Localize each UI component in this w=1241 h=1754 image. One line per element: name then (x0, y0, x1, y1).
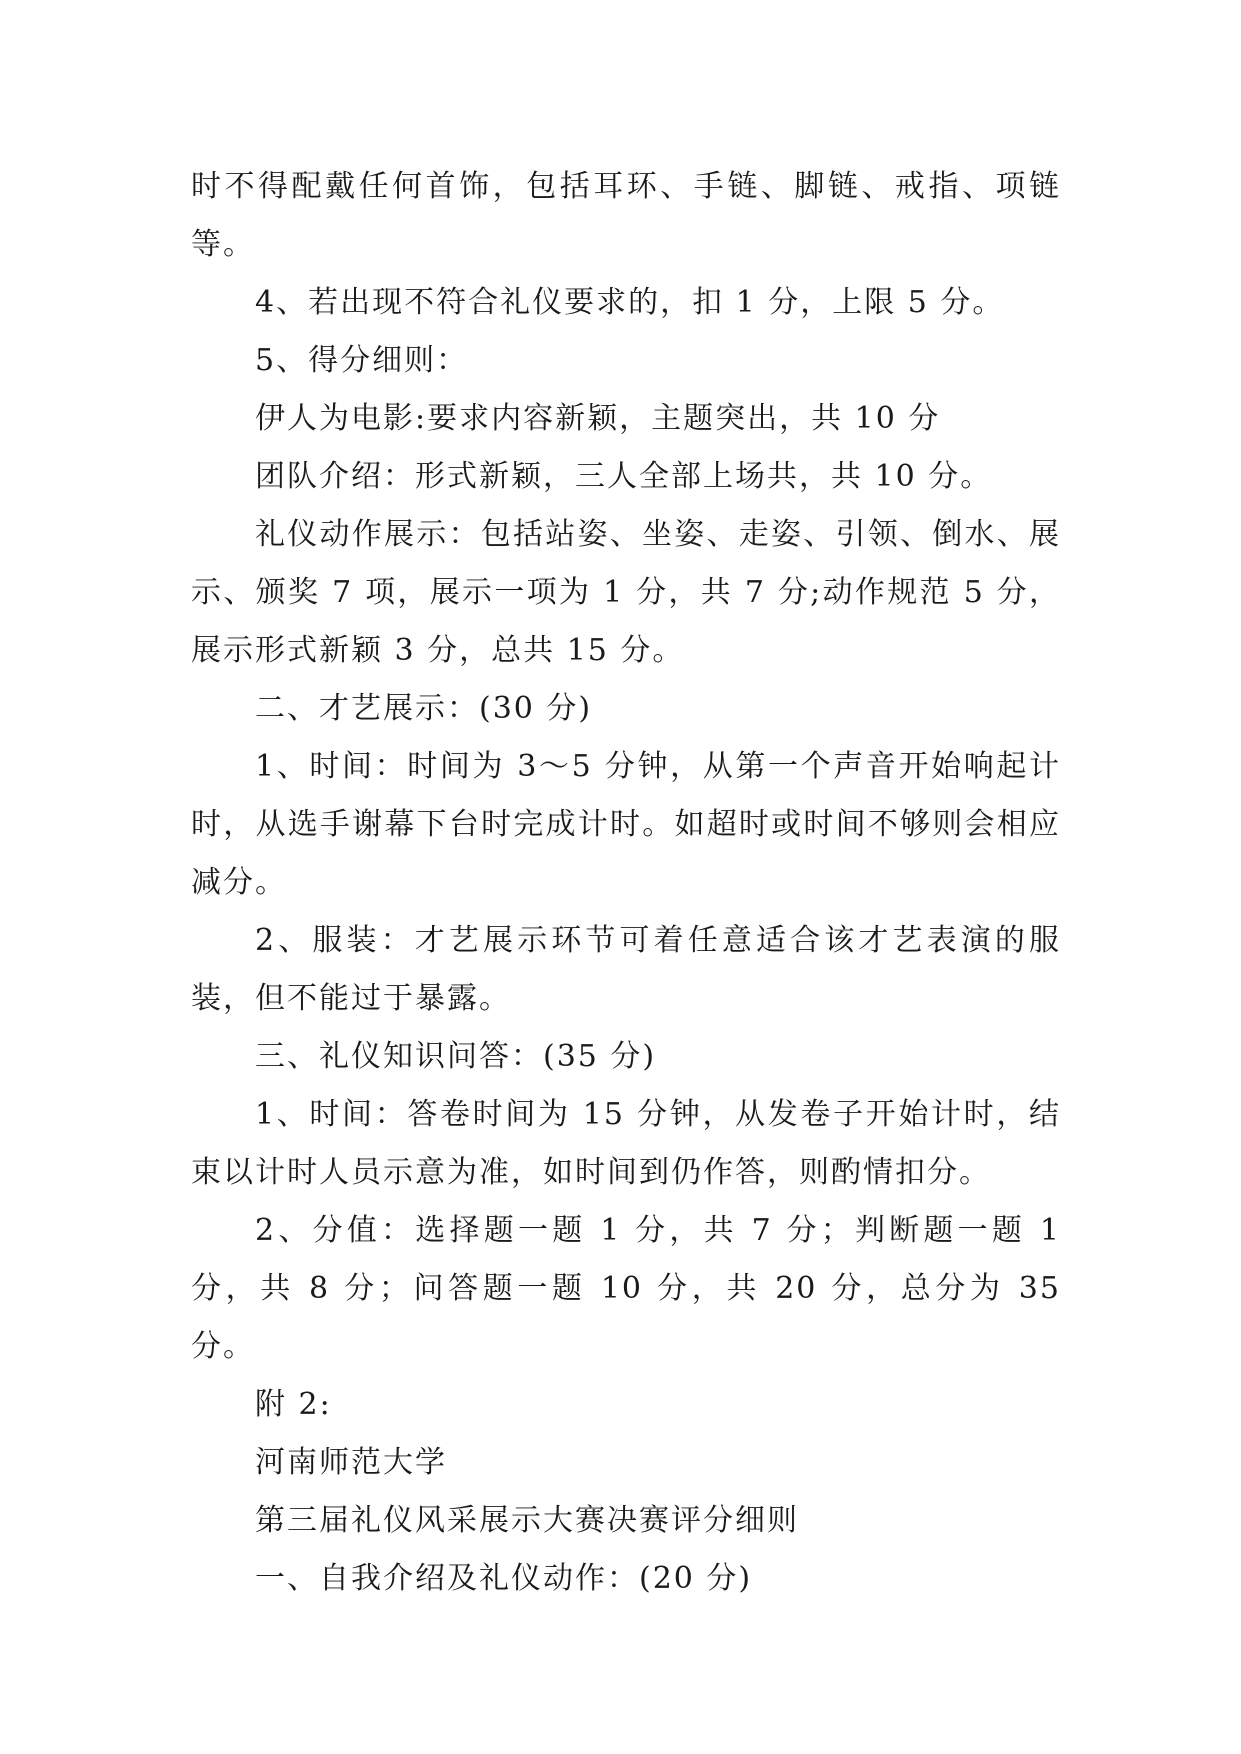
paragraph: 伊人为电影:要求内容新颖，主题突出，共 10 分 (255, 401, 941, 436)
section-heading: 三、礼仪知识问答：(35 分) (255, 1039, 657, 1074)
appendix-label: 附 2: (255, 1387, 332, 1422)
paragraph: 1、时间：时间为 3～5 分钟，从第一个声音开始响起计时，从选手谢幕下台时完成计时。如超时或时间不够则会相应减分。 (191, 749, 1061, 900)
paragraph: 团队介绍：形式新颖，三人全部上场共，共 10 分。 (255, 459, 993, 494)
document-title: 第三届礼仪风采展示大赛决赛评分细则 (255, 1503, 799, 1538)
paragraph: 2、服装：才艺展示环节可着任意适合该才艺表演的服装，但不能过于暴露。 (191, 923, 1061, 1016)
paragraph: 2、分值：选择题一题 1 分，共 7 分；判断题一题 1 分，共 8 分；问答题一题 10 分，共 20 分，总分为 35 分。 (191, 1213, 1061, 1364)
paragraph: 时不得配戴任何首饰，包括耳环、手链、脚链、戒指、项链等。 (191, 169, 1061, 262)
document-body (191, 158, 1061, 1608)
section-heading: 二、才艺展示：(30 分) (255, 691, 593, 726)
section-heading: 一、自我介绍及礼仪动作：(20 分) (255, 1561, 753, 1596)
paragraph: 1、时间：答卷时间为 15 分钟，从发卷子开始计时，结束以计时人员示意为准，如时间到仍作答，则酌情扣分。 (191, 1097, 1061, 1190)
paragraph: 5、得分细则： (255, 343, 469, 378)
paragraph: 4、若出现不符合礼仪要求的，扣 1 分，上限 5 分。 (255, 285, 1005, 320)
paragraph: 礼仪动作展示：包括站姿、坐姿、走姿、引领、倒水、展示、颁奖 7 项，展示一项为 1 分，共 7 分;动作规范 5 分，展示形式新颖 3 分，总共 15 分。 (191, 517, 1061, 668)
institution-name: 河南师范大学 (255, 1445, 447, 1480)
